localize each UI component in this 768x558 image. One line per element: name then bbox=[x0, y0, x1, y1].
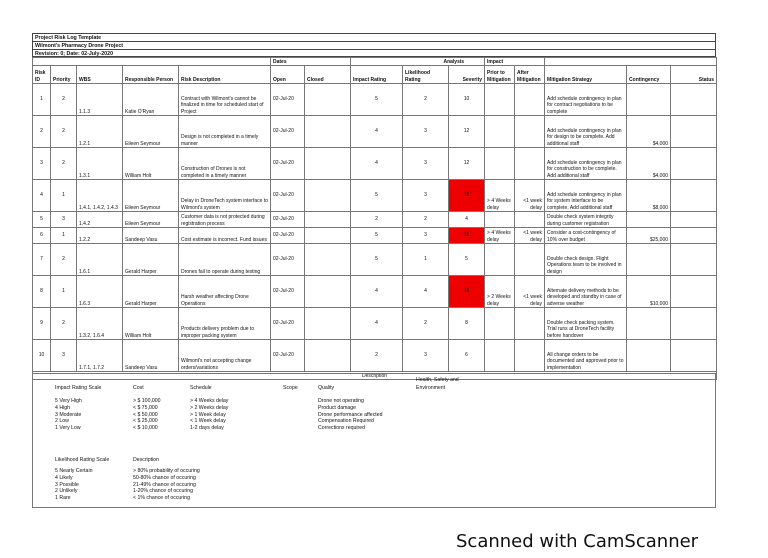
col-priority: Priority bbox=[51, 66, 77, 84]
priority-cell: 3 bbox=[51, 212, 77, 228]
likelihood-levels bbox=[55, 468, 135, 502]
prior-mitigation-cell bbox=[485, 340, 515, 372]
severity-cell: 10 bbox=[449, 84, 485, 116]
likelihood-cell: 2 bbox=[403, 308, 449, 340]
col-risk-id: Risk ID bbox=[33, 66, 51, 84]
severity-cell: 12 bbox=[449, 116, 485, 148]
status-cell bbox=[671, 276, 717, 308]
description-cell: Construction of Drones is not completed in a timely manner bbox=[179, 148, 271, 180]
after-mitigation-cell bbox=[515, 244, 545, 276]
prior-mitigation-cell bbox=[485, 244, 515, 276]
severity-cell: 5 bbox=[449, 244, 485, 276]
schedule-values bbox=[190, 398, 270, 432]
risk-rows bbox=[33, 84, 717, 372]
description-cell: Cost estimate is incorrect. Fund issues bbox=[179, 228, 271, 244]
responsible-cell: Eileen Seymour bbox=[123, 212, 179, 228]
priority-cell: 2 bbox=[51, 116, 77, 148]
likelihood-desc: < 1% chance of occuring bbox=[133, 495, 190, 502]
status-cell bbox=[671, 244, 717, 276]
risk-row bbox=[33, 244, 717, 276]
after-mitigation-cell: <1 week delay bbox=[515, 276, 545, 308]
risk-id-cell: 4 bbox=[33, 180, 51, 212]
col-strategy: Mitigation Strategy bbox=[545, 66, 627, 84]
contingency-cell bbox=[627, 84, 671, 116]
status-cell bbox=[671, 148, 717, 180]
open-date-cell: 02-Jul-20 bbox=[271, 84, 305, 116]
closed-date-cell bbox=[305, 340, 351, 372]
wbs-cell: 1.3.2, 1.6.4 bbox=[77, 308, 123, 340]
open-date-cell: 02-Jul-20 bbox=[271, 180, 305, 212]
risk-row bbox=[33, 148, 717, 180]
priority-cell: 1 bbox=[51, 228, 77, 244]
likelihood-scale-title: Likelihood Rating Scale bbox=[55, 457, 110, 463]
group-dates: Dates bbox=[271, 58, 351, 66]
likelihood-cell: 3 bbox=[403, 116, 449, 148]
risk-row bbox=[33, 84, 717, 116]
contingency-cell bbox=[627, 244, 671, 276]
cost-value: < $ 25,000 bbox=[133, 418, 158, 425]
schedule-head: Schedule bbox=[190, 385, 212, 391]
quality-value: Product damage bbox=[318, 404, 357, 411]
closed-date-cell bbox=[305, 180, 351, 212]
quality-value: Drone performance affected bbox=[318, 411, 383, 418]
priority-cell: 2 bbox=[51, 84, 77, 116]
strategy-cell: Double check design. Flight Operations team to be involved in design bbox=[545, 244, 627, 276]
status-cell bbox=[671, 212, 717, 228]
impact-rating-cell: 5 bbox=[351, 228, 403, 244]
cost-value: < $ 75,000 bbox=[133, 404, 158, 411]
likelihood-level: 1 Rare bbox=[55, 495, 71, 502]
likelihood-level: 5 Nearly Certain bbox=[55, 468, 93, 474]
responsible-cell: Sandeep Vasu bbox=[123, 228, 179, 244]
prior-mitigation-cell: > 4 Weeks delay bbox=[485, 180, 515, 212]
description-cell: Harsh weather affecting Drone Operations bbox=[179, 276, 271, 308]
impact-scale-title: Impact Rating Scale bbox=[55, 385, 102, 391]
priority-cell: 2 bbox=[51, 148, 77, 180]
impact-levels bbox=[55, 398, 125, 432]
prior-mitigation-cell bbox=[485, 116, 515, 148]
likelihood-cell: 2 bbox=[403, 212, 449, 228]
prior-mitigation-cell: > 2 Weeks delay bbox=[485, 276, 515, 308]
sheet-title: Project Risk Log Template bbox=[32, 33, 716, 41]
after-mitigation-cell: <1 week delay bbox=[515, 228, 545, 244]
risk-row bbox=[33, 180, 717, 212]
col-after: After Mitigation bbox=[515, 66, 545, 84]
schedule-value: > 4 Weeks delay bbox=[190, 398, 229, 404]
rating-scales bbox=[32, 373, 716, 508]
cost-value: < $ 10,000 bbox=[133, 425, 158, 432]
responsible-cell: William Holt bbox=[123, 148, 179, 180]
impact-level: 1 Very Low bbox=[55, 425, 81, 432]
prior-mitigation-cell bbox=[485, 84, 515, 116]
strategy-cell: Double check packing system. Trial runs at DroneTech facility before handover bbox=[545, 308, 627, 340]
col-prior: Prior to Mitigation bbox=[485, 66, 515, 84]
closed-date-cell bbox=[305, 148, 351, 180]
col-impact-rating: Impact Rating bbox=[351, 66, 403, 84]
schedule-value: 1-2 days delay bbox=[190, 425, 224, 432]
col-responsible: Responsible Person bbox=[123, 66, 179, 84]
risk-id-cell: 3 bbox=[33, 148, 51, 180]
open-date-cell: 02-Jul-20 bbox=[271, 340, 305, 372]
status-cell bbox=[671, 180, 717, 212]
closed-date-cell bbox=[305, 228, 351, 244]
status-cell bbox=[671, 340, 717, 372]
priority-cell: 1 bbox=[51, 180, 77, 212]
severity-cell: 4 bbox=[449, 212, 485, 228]
closed-date-cell bbox=[305, 116, 351, 148]
likelihood-cell: 1 bbox=[403, 244, 449, 276]
risk-id-cell: 1 bbox=[33, 84, 51, 116]
prior-mitigation-cell bbox=[485, 148, 515, 180]
after-mitigation-cell bbox=[515, 116, 545, 148]
quality-value: Drone not operating bbox=[318, 398, 364, 404]
column-header-row bbox=[33, 66, 717, 84]
status-cell bbox=[671, 84, 717, 116]
description-label: Description bbox=[33, 372, 717, 380]
risk-id-cell: 2 bbox=[33, 116, 51, 148]
likelihood-desc: > 80% probability of occuring bbox=[133, 468, 200, 474]
after-mitigation-cell bbox=[515, 212, 545, 228]
description-cell: Delay in DroneTech system interface to Wilmont's system bbox=[179, 180, 271, 212]
strategy-cell: Add schedule contingency in plan for construction to be complete. Add additional staff bbox=[545, 148, 627, 180]
risk-id-cell: 6 bbox=[33, 228, 51, 244]
col-closed: Closed bbox=[305, 66, 351, 84]
strategy-cell: Consider a cost-contingency of 10% over budget bbox=[545, 228, 627, 244]
risk-row bbox=[33, 228, 717, 244]
open-date-cell: 02-Jul-20 bbox=[271, 276, 305, 308]
group-analysis: Analysis bbox=[351, 58, 485, 66]
strategy-cell: Double check system integrity during customer registration bbox=[545, 212, 627, 228]
revision-line: Revision: 0; Date: 02-July-2020 bbox=[32, 49, 716, 57]
impact-rating-cell: 2 bbox=[351, 340, 403, 372]
severity-cell: 15 bbox=[449, 180, 485, 212]
open-date-cell: 02-Jul-20 bbox=[271, 308, 305, 340]
description-cell: Wilmont's not accepting change orders/variations bbox=[179, 340, 271, 372]
contingency-cell bbox=[627, 212, 671, 228]
risk-row bbox=[33, 212, 717, 228]
wbs-cell: 1.6.1 bbox=[77, 244, 123, 276]
strategy-cell: All change orders to be documented and approved prior to implementation bbox=[545, 340, 627, 372]
wbs-cell: 1.7.1, 1.7.2 bbox=[77, 340, 123, 372]
strategy-cell: Add schedule contingency in plan for design to be complete. Add additional staff bbox=[545, 116, 627, 148]
cost-head: Cost bbox=[133, 385, 144, 391]
col-likelihood: Likelihood Rating bbox=[403, 66, 449, 84]
description-cell: Design is not completed in a timely manner bbox=[179, 116, 271, 148]
responsible-cell: Katie O'Ryan bbox=[123, 84, 179, 116]
impact-rating-cell: 4 bbox=[351, 116, 403, 148]
contingency-cell: $4,000 bbox=[627, 116, 671, 148]
strategy-cell: Alternate delivery methods to be developed and standby in case of adverse weather bbox=[545, 276, 627, 308]
likelihood-cell: 3 bbox=[403, 148, 449, 180]
schedule-value: < 1 Week delay bbox=[190, 418, 226, 425]
likelihood-cell: 3 bbox=[403, 228, 449, 244]
contingency-cell: $25,000 bbox=[627, 228, 671, 244]
impact-level: 4 High bbox=[55, 404, 70, 411]
priority-cell: 3 bbox=[51, 340, 77, 372]
impact-rating-cell: 5 bbox=[351, 180, 403, 212]
severity-cell: 6 bbox=[449, 340, 485, 372]
impact-level: 5 Very High bbox=[55, 398, 82, 404]
col-description: Risk Description bbox=[179, 66, 271, 84]
risk-row bbox=[33, 116, 717, 148]
col-open: Open bbox=[271, 66, 305, 84]
schedule-value: > 2 Weeks delay bbox=[190, 404, 229, 411]
likelihood-level: 4 Likely bbox=[55, 474, 73, 481]
group-impact: Impact bbox=[485, 58, 545, 66]
likelihood-level: 2 Unlikely bbox=[55, 488, 78, 495]
open-date-cell: 02-Jul-20 bbox=[271, 212, 305, 228]
risk-id-cell: 7 bbox=[33, 244, 51, 276]
closed-date-cell bbox=[305, 84, 351, 116]
description-cell: Contract with Wilmont's cannot be finalized in time for scheduled start of Project bbox=[179, 84, 271, 116]
severity-cell: 8 bbox=[449, 308, 485, 340]
wbs-cell: 1.2.2 bbox=[77, 228, 123, 244]
open-date-cell: 02-Jul-20 bbox=[271, 228, 305, 244]
likelihood-desc: 1-20% chance of occuring bbox=[133, 488, 193, 495]
likelihood-desc: 21-49% chance of occuring bbox=[133, 481, 196, 488]
risk-id-cell: 8 bbox=[33, 276, 51, 308]
likelihood-level: 3 Possible bbox=[55, 481, 79, 488]
risk-id-cell: 5 bbox=[33, 212, 51, 228]
strategy-cell: Add schedule contingency in plan for system interface to be complete. Add additional staff bbox=[545, 180, 627, 212]
responsible-cell: Sandeep Vasu bbox=[123, 340, 179, 372]
contingency-cell bbox=[627, 340, 671, 372]
scope-head: Scope bbox=[283, 385, 298, 391]
col-status: Status bbox=[671, 66, 717, 84]
wbs-cell: 1.4.1, 1.4.2, 1.4.3 bbox=[77, 180, 123, 212]
risk-id-cell: 9 bbox=[33, 308, 51, 340]
impact-level: 2 Low bbox=[55, 418, 69, 425]
closed-date-cell bbox=[305, 276, 351, 308]
likelihood-desc-head: Description bbox=[133, 457, 159, 463]
cost-values bbox=[133, 398, 193, 432]
wbs-cell: 1.1.3 bbox=[77, 84, 123, 116]
closed-date-cell bbox=[305, 244, 351, 276]
risk-id-cell: 10 bbox=[33, 340, 51, 372]
cost-value: < $ 50,000 bbox=[133, 411, 158, 418]
responsible-cell: Eileen Seymour bbox=[123, 180, 179, 212]
contingency-cell: $4,000 bbox=[627, 148, 671, 180]
prior-mitigation-cell bbox=[485, 308, 515, 340]
risk-log-sheet bbox=[32, 33, 716, 380]
responsible-cell: William Holt bbox=[123, 308, 179, 340]
severity-cell: 16 bbox=[449, 276, 485, 308]
cost-value: > $ 100,000 bbox=[133, 398, 161, 404]
responsible-cell: Gerald Harper bbox=[123, 244, 179, 276]
impact-rating-cell: 4 bbox=[351, 308, 403, 340]
closed-date-cell bbox=[305, 212, 351, 228]
impact-level: 3 Moderate bbox=[55, 411, 82, 418]
risk-row bbox=[33, 276, 717, 308]
status-cell bbox=[671, 116, 717, 148]
closed-date-cell bbox=[305, 308, 351, 340]
quality-value: Corrections required bbox=[318, 425, 365, 432]
risk-table bbox=[32, 57, 717, 380]
schedule-value: > 1 Week delay bbox=[190, 411, 226, 418]
after-mitigation-cell bbox=[515, 308, 545, 340]
likelihood-cell: 4 bbox=[403, 276, 449, 308]
likelihood-desc: 50-80% chance of occuring bbox=[133, 474, 196, 481]
after-mitigation-cell bbox=[515, 84, 545, 116]
impact-rating-cell: 5 bbox=[351, 84, 403, 116]
after-mitigation-cell bbox=[515, 148, 545, 180]
after-mitigation-cell bbox=[515, 340, 545, 372]
col-wbs: WBS bbox=[77, 66, 123, 84]
responsible-cell: Eileen Seymour bbox=[123, 116, 179, 148]
risk-row bbox=[33, 308, 717, 340]
risk-row bbox=[33, 340, 717, 372]
description-cell: Products delivery problem due to improper packing system bbox=[179, 308, 271, 340]
status-cell bbox=[671, 308, 717, 340]
contingency-cell bbox=[627, 308, 671, 340]
open-date-cell: 02-Jul-20 bbox=[271, 116, 305, 148]
hse-head: Health, Safety and Environment bbox=[416, 377, 459, 391]
contingency-cell: $10,000 bbox=[627, 276, 671, 308]
open-date-cell: 02-Jul-20 bbox=[271, 244, 305, 276]
responsible-cell: Gerald Harper bbox=[123, 276, 179, 308]
open-date-cell: 02-Jul-20 bbox=[271, 148, 305, 180]
wbs-cell: 1.2.1 bbox=[77, 116, 123, 148]
description-cell: Drones fail to operate during testing bbox=[179, 244, 271, 276]
contingency-cell: $8,000 bbox=[627, 180, 671, 212]
quality-head: Quality bbox=[318, 385, 335, 391]
likelihood-cell: 2 bbox=[403, 84, 449, 116]
status-cell bbox=[671, 228, 717, 244]
strategy-cell: Add schedule contingency in plan for contract negotiations to be complete bbox=[545, 84, 627, 116]
prior-mitigation-cell: > 4 Weeks delay bbox=[485, 228, 515, 244]
group-header-row bbox=[33, 58, 717, 66]
priority-cell: 1 bbox=[51, 276, 77, 308]
project-name: Wilmont's Pharmacy Drone Project bbox=[32, 41, 716, 49]
likelihood-cell: 3 bbox=[403, 340, 449, 372]
prior-mitigation-cell bbox=[485, 212, 515, 228]
priority-cell: 2 bbox=[51, 308, 77, 340]
quality-value: Compensation Required bbox=[318, 418, 374, 425]
severity-cell: 15 bbox=[449, 228, 485, 244]
description-cell: Customer data is not protected during registration process bbox=[179, 212, 271, 228]
priority-cell: 2 bbox=[51, 244, 77, 276]
impact-rating-cell: 4 bbox=[351, 148, 403, 180]
likelihood-desc-values bbox=[133, 468, 243, 502]
likelihood-cell: 3 bbox=[403, 180, 449, 212]
col-severity: Severity bbox=[449, 66, 485, 84]
impact-rating-cell: 4 bbox=[351, 276, 403, 308]
severity-cell: 12 bbox=[449, 148, 485, 180]
col-contingency: Contingency bbox=[627, 66, 671, 84]
after-mitigation-cell: <1 week delay bbox=[515, 180, 545, 212]
impact-rating-cell: 5 bbox=[351, 244, 403, 276]
wbs-cell: 1.6.3 bbox=[77, 276, 123, 308]
wbs-cell: 1.3.1 bbox=[77, 148, 123, 180]
wbs-cell: 1.4.2 bbox=[77, 212, 123, 228]
quality-values bbox=[318, 398, 408, 432]
camscanner-watermark: Scanned with CamScanner bbox=[456, 531, 699, 552]
impact-rating-cell: 2 bbox=[351, 212, 403, 228]
